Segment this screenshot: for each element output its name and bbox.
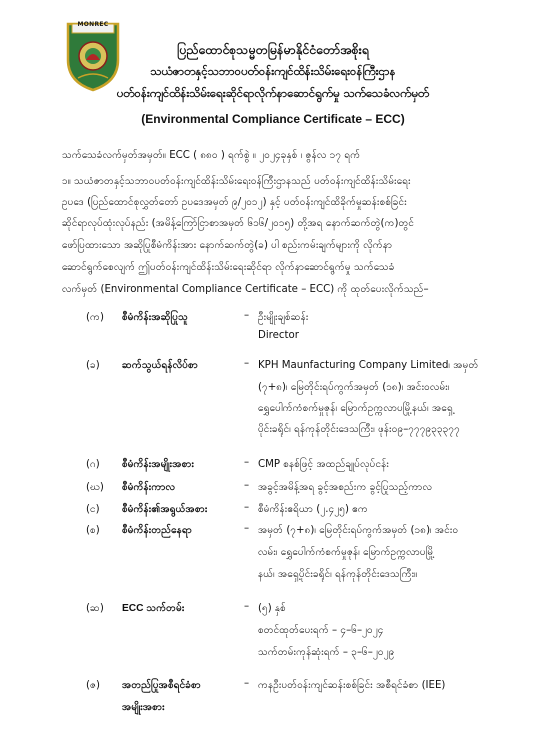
item-number: (င) [86, 504, 100, 515]
item-number: (ဇ) [86, 680, 101, 691]
certificate-number-line: သက်သေခံလက်မှတ်အမှတ်။ ECC ( ၈၈၀ ) ရက်စွဲ ။ ၂၀၂၄ခုနှစ် ၊ ဇွန်လ ၁၇ ရက် [62, 150, 361, 161]
item-dash: – [244, 457, 250, 468]
item-number: (ဂ) [86, 459, 100, 470]
header-certificate-title-en: (Environmental Compliance Certificate – ECC) [141, 112, 405, 126]
item-label-project-type: စီမံကိန်းအမျိုးအစား [122, 459, 195, 470]
item-value: (၅) နှစ် [258, 603, 286, 614]
item-value: ပိုင်းခရိုင်၊ ရန်ကုန်တိုင်းဒေသကြီး၊ ဖုန်း၀၉–၇၇၇၉၃၃၃၇၇ [258, 424, 460, 435]
item-value: (၇+၈)၊ မြေတိုင်းရပ်ကွက်အမှတ် (၁၈)၊ အင်း၀လမ်း၊ [258, 382, 450, 393]
item-value: အမှတ် (၇+၈)၊ မြေတိုင်းရပ်ကွက်အမှတ် (၁၈)၊ အင်း၀ [258, 525, 459, 536]
item-value: လမ်း၊ ရွှေပေါက်ကံစက်မှုဇုန်၊ မြောက်ဥက္ကလာပမြို့ [258, 547, 435, 558]
item-dash: – [244, 310, 250, 321]
item-label-report-type-line2: အမျိုးအစား [122, 702, 165, 713]
header-ministry: သယံဇာတနှင့်သဘာဝပတ်ဝန်းကျင်ထိန်းသိမ်းရေးဝန်ကြီးဌာန [150, 64, 396, 78]
item-dash: – [244, 480, 250, 491]
item-number: (ခ) [86, 360, 100, 371]
paragraph-line: ဥပဒေ (ပြည်ထောင်စုလွှတ်တော် ဥပဒေအမှတ် ၉/၂၀၁၂) နှင့် ပတ်ဝန်းကျင်ထိခိုက်မှုဆန်းစစ်ခြင်း [62, 197, 407, 208]
item-number: (ဃ) [86, 482, 104, 493]
item-dash: – [244, 502, 250, 513]
header-government: ပြည်ထောင်စုသမ္မတမြန်မာနိုင်ငံတော်အစိုးရ [177, 42, 369, 57]
logo-text: MONREC [77, 21, 109, 28]
item-label-project-period: စီမံကိန်းကာလ [122, 482, 176, 493]
paragraph-line: ဆိုင်ရာလုပ်ထုံးလုပ်နည်း (အမိန့်ကြော်ငြာစာအမှတ် ၆၁၆/၂၀၁၅) တို့အရ နောက်ဆက်တွဲ(က)တွင် [62, 218, 415, 229]
item-label-project-size: စီမံကိန်း၏အရွယ်အစား [122, 504, 208, 515]
paragraph-line: ဆောင်ရွက်စေလျက် ဤပတ်ဝန်းကျင်ထိန်းသိမ်းရေးဆိုင်ရာ လိုက်နာဆောင်ရွက်မှု သက်သေခံ [62, 262, 395, 273]
item-value: ကနဦးပတ်ဝန်းကျင်ဆန်းစစ်ခြင်း အစီရင်ခံစာ (IEE) [258, 680, 446, 691]
item-label-proponent: စီမံကိန်းအဆိုပြုသူ [122, 312, 188, 323]
item-value: CMP စနစ်ဖြင့် အထည်ချုပ်လုပ်ငန်း [258, 459, 389, 470]
item-dash: – [244, 601, 250, 612]
item-number: (က) [86, 312, 104, 323]
item-value: Director [258, 330, 299, 341]
item-number: (ဆ) [86, 603, 104, 614]
item-dash: – [244, 678, 250, 689]
item-label-ecc-validity: ECC သက်တမ်း [122, 603, 185, 614]
item-dash: – [244, 358, 250, 369]
item-dash: – [244, 523, 250, 534]
item-value: ရွှေပေါက်ကံစက်မှုဇုန်၊ မြောက်ဥက္ကလာပမြို့နယ်၊ အရှေ့ [258, 403, 453, 414]
item-value-expiry-date: သက်တမ်းကုန်ဆုံးရက် – ၃–၆–၂၀၂၉ [258, 647, 395, 658]
item-value: နယ်၊ အရှေ့ပိုင်းခရိုင်၊ ရန်ကုန်တိုင်းဒေသကြီး။ [258, 569, 418, 580]
paragraph-line: ဖော်ပြထားသော အဆိုပြုစီမံကိန်းအား နောက်ဆက်တွဲ(ခ) ပါ စည်းကမ်းချက်များကို လိုက်နာ [62, 240, 393, 251]
item-value: KPH Maunfacturing Company Limited၊ အမှတ် [258, 360, 479, 371]
paragraph-line: ၁။ သယံဇာတနှင့်သဘာဝပတ်ဝန်းကျင်ထိန်းသိမ်းရေးဝန်ကြီးဌာနသည် ပတ်ဝန်းကျင်ထိန်းသိမ်းရေး [62, 176, 411, 187]
item-label-report-type: အတည်ပြုအစီရင်ခံစာ [122, 680, 201, 691]
item-value: ဦးမျိုးချစ်ဆန်း [258, 312, 309, 323]
item-number: (စ) [86, 525, 100, 536]
item-label-project-location: စီမံကိန်းတည်နေရာ [122, 525, 192, 536]
paragraph-line: လက်မှတ် (Environmental Compliance Certificate – ECC) ကို ထုတ်ပေးလိုက်သည်– [62, 284, 429, 295]
item-value-issue-date: စတင်ထုတ်ပေးရက် – ၄–၆–၂၀၂၄ [258, 625, 384, 636]
item-value: စီမံကိန်းဧရိယာ (၂.၄၂၅) ဧက [258, 504, 368, 515]
header-certificate-title: ပတ်ဝန်းကျင်ထိန်းသိမ်းရေးဆိုင်ရာလိုက်နာဆောင်ရွက်မှု သက်သေခံလက်မှတ် [116, 86, 430, 100]
item-label-contact-address: ဆက်သွယ်ရန်လိပ်စာ [122, 360, 198, 371]
item-value: အခွင့်အမိန့်အရ ခွင့်အစည်းက ခွင့်ပြုသည့်ကာလ [258, 482, 433, 493]
